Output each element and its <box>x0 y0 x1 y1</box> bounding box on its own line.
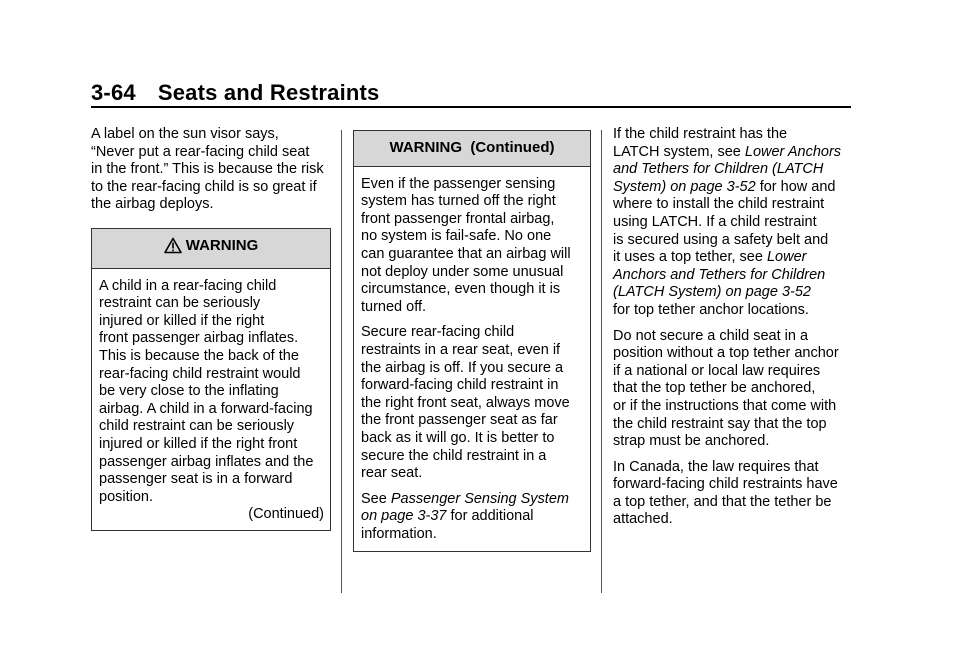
header-rule <box>91 106 851 108</box>
paragraph <box>613 459 858 529</box>
cross-reference: Anchors and Tethers for Children <box>613 266 826 283</box>
text-line: injured or killed if the right <box>99 312 265 329</box>
text-line: to the rear-facing child is so great if <box>91 178 317 195</box>
warning-header <box>92 229 330 269</box>
text-line: front passenger frontal airbag, <box>361 210 555 227</box>
text-fragment: it uses a top tether, see <box>613 249 767 266</box>
warning-header: WARNING (Continued) <box>354 131 590 167</box>
text-line: A label on the sun visor says, <box>91 126 279 142</box>
text-line: no system is fail-safe. No one <box>361 228 552 245</box>
text-line: rear-facing child restraint would <box>99 365 301 382</box>
text-line: attached. <box>613 511 673 528</box>
text-line: information. <box>361 525 437 542</box>
text-line: or if the instructions that come with <box>613 397 837 414</box>
text-fragment: for how and <box>755 178 836 195</box>
cross-reference: Passenger Sensing System <box>390 490 569 507</box>
intro-paragraph <box>91 126 331 214</box>
column-1 <box>91 126 331 531</box>
column-divider <box>601 130 602 593</box>
text-line: forward-facing child restraints have <box>613 476 838 493</box>
text-line: passenger airbag inflates and the <box>99 453 314 470</box>
text-line: if a national or local law requires <box>613 362 821 379</box>
text-line: restraints in a rear seat, even if <box>361 341 561 358</box>
text-line: restraint can be seriously <box>99 295 261 312</box>
warning-body <box>92 269 330 530</box>
text-line: the child restraint say that the top <box>613 415 827 432</box>
continued-label: (Continued) <box>248 506 324 523</box>
page-number: 3-64 <box>91 80 136 105</box>
text-line: the airbag is off. If you secure a <box>361 359 564 376</box>
warning-paragraph <box>361 324 584 482</box>
text-line: is secured using a safety belt and <box>613 231 829 248</box>
text-line <box>361 491 584 509</box>
text-line <box>361 508 584 526</box>
text-line <box>613 179 858 197</box>
warning-title: WARNING <box>185 236 259 254</box>
text-line: strap must be anchored. <box>613 433 770 450</box>
paragraph <box>613 328 858 451</box>
text-line: not deploy under some unusual <box>361 263 564 280</box>
text-line: airbag. A child in a forward-facing <box>99 400 313 417</box>
text-line: position without a top tether anchor <box>613 345 839 362</box>
cross-reference: on page 3-37 <box>361 508 447 525</box>
text-line: the front passenger seat as far <box>361 412 558 429</box>
text-line: injured or killed if the right front <box>99 435 298 452</box>
warning-box-continued <box>353 130 591 552</box>
text-line: a top tether, and that the tether be <box>613 493 832 510</box>
text-line: using LATCH. If a child restraint <box>613 213 817 230</box>
text-line: In Canada, the law requires that <box>613 458 819 475</box>
column-2 <box>353 130 591 552</box>
warning-paragraph <box>361 176 584 317</box>
warning-box <box>91 228 331 531</box>
text-line: system has turned off the right <box>361 193 556 210</box>
see-text: See <box>361 490 391 507</box>
text-line: turned off. <box>361 298 427 315</box>
text-line: circumstance, even though it is <box>361 281 561 298</box>
column-divider <box>341 130 342 593</box>
text-line: can guarantee that an airbag will <box>361 245 571 262</box>
text-fragment: for additional <box>446 508 534 525</box>
text-line: “Never put a rear-facing child seat <box>91 143 310 160</box>
text-line: passenger seat is in a forward <box>99 471 293 488</box>
warning-body <box>354 167 590 552</box>
cross-reference: and Tethers for Children (LATCH <box>613 161 824 178</box>
column-3 <box>613 126 858 537</box>
text-line: back as it will go. It is better to <box>361 429 555 446</box>
text-line: where to install the child restraint <box>613 196 825 213</box>
text-line <box>613 249 858 267</box>
text-line: the right front seat, always move <box>361 394 570 411</box>
cross-reference: Lower Anchors <box>744 143 842 160</box>
text-line: Even if the passenger sensing <box>361 175 556 192</box>
text-line: If the child restraint has the <box>613 126 788 142</box>
text-line: rear seat. <box>361 465 423 482</box>
text-line: child restraint can be seriously <box>99 418 295 435</box>
text-line: Secure rear-facing child <box>361 324 515 341</box>
text-line: for top tether anchor locations. <box>613 301 809 318</box>
warning-paragraph <box>361 491 584 544</box>
warning-triangle-icon <box>164 237 182 259</box>
cross-reference: (LATCH System) on page 3-52 <box>613 284 811 301</box>
text-line: Do not secure a child seat in a <box>613 327 809 344</box>
text-line: position. <box>99 488 154 505</box>
text-line: This is because the back of the <box>99 347 299 364</box>
text-line: secure the child restraint in a <box>361 447 547 464</box>
text-line: A child in a rear-facing child <box>99 277 277 294</box>
text-line: be very close to the inflating <box>99 383 279 400</box>
text-line: forward-facing child restraint in <box>361 377 559 394</box>
cross-reference: Lower <box>766 249 807 266</box>
text-line: the airbag deploys. <box>91 196 214 213</box>
text-line: that the top tether be anchored, <box>613 380 816 397</box>
text-line: front passenger airbag inflates. <box>99 330 299 347</box>
page-header <box>91 80 379 106</box>
text-fragment: LATCH system, see <box>613 143 745 160</box>
text-line: in the front.” This is because the risk <box>91 161 324 178</box>
paragraph <box>613 126 858 320</box>
section-title: Seats and Restraints <box>157 80 380 105</box>
cross-reference: System) on page 3-52 <box>613 178 756 195</box>
text-line <box>613 144 858 162</box>
